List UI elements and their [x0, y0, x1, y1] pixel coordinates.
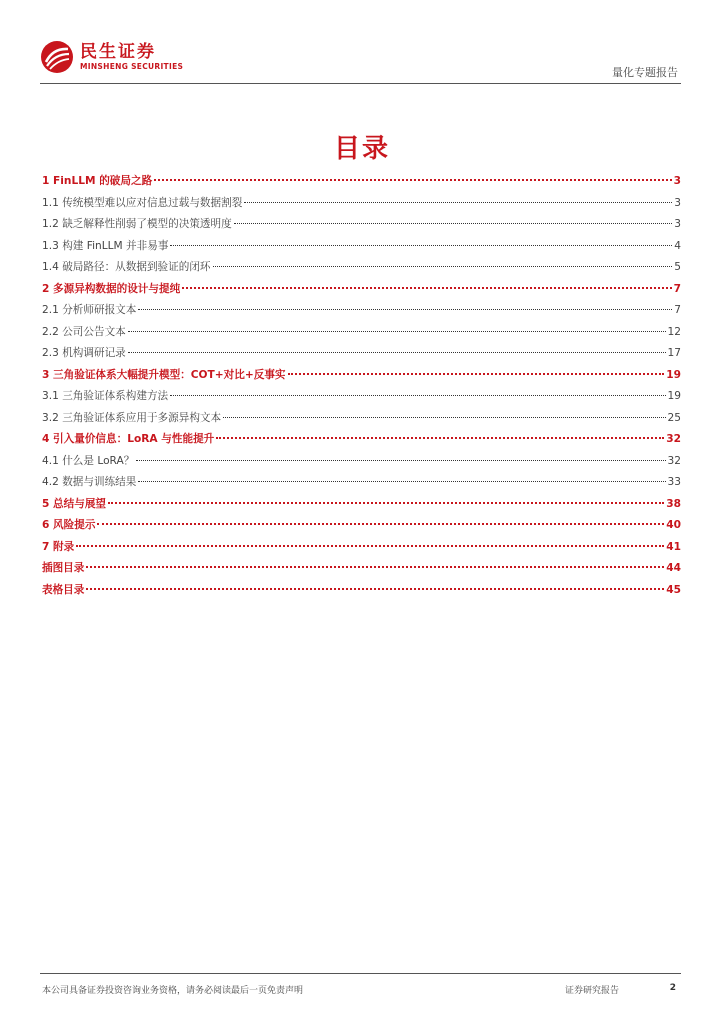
- toc-leader-dots: [213, 266, 673, 267]
- toc-entry-label: 表格目录: [42, 583, 85, 596]
- toc-entry-page: 38: [666, 497, 681, 510]
- toc-entry-label: 插图目录: [42, 562, 85, 574]
- toc-entry-page: 12: [667, 325, 681, 338]
- toc-entry[interactable]: [42, 302, 681, 324]
- toc-entry-page: 25: [667, 411, 681, 424]
- toc-entry-page: 3: [674, 218, 681, 230]
- table-of-contents: [42, 173, 681, 603]
- page-number: 2: [669, 983, 676, 993]
- toc-entry-label: 1 FinLLM 的破局之路: [42, 175, 153, 187]
- toc-leader-dots: [244, 202, 672, 203]
- logo-english-name: MINSHENG SECURITIES: [80, 62, 184, 71]
- toc-entry[interactable]: [42, 410, 681, 432]
- toc-entry-page: 33: [667, 476, 681, 488]
- toc-leader-dots: [136, 460, 665, 461]
- toc-entry[interactable]: [42, 238, 681, 260]
- footer-disclaimer: 本公司具备证券投资咨询业务资格，请务必阅读最后一页免责声明: [42, 986, 304, 996]
- toc-entry-page: 32: [666, 433, 681, 445]
- toc-leader-dots: [128, 352, 666, 353]
- toc-entry-label: 6 风险提示: [42, 519, 96, 531]
- toc-leader-dots: [182, 287, 671, 289]
- toc-leader-dots: [138, 481, 665, 482]
- toc-entry-page: 40: [666, 519, 681, 531]
- toc-entry-label: 4 引入量价信息：LoRA 与性能提升: [42, 433, 215, 445]
- toc-entry[interactable]: [42, 259, 681, 281]
- logo-chinese-name: 民生证券: [80, 42, 156, 62]
- toc-entry-page: 7: [674, 304, 681, 316]
- toc-entry-page: 19: [666, 368, 681, 381]
- toc-entry-page: 4: [674, 239, 681, 252]
- toc-entry[interactable]: [42, 345, 681, 367]
- toc-entry[interactable]: [42, 324, 681, 346]
- toc-entry[interactable]: [42, 582, 681, 604]
- toc-leader-dots: [223, 417, 665, 418]
- toc-entry[interactable]: [42, 560, 681, 582]
- toc-entry[interactable]: [42, 431, 681, 453]
- page-header: [40, 40, 680, 84]
- toc-title: 目录: [333, 134, 390, 164]
- toc-leader-dots: [128, 331, 666, 332]
- toc-entry-label: 4.2 数据与训练结果: [42, 476, 137, 488]
- toc-leader-dots: [97, 523, 664, 525]
- toc-entry-page: 5: [674, 261, 681, 273]
- toc-entry-page: 19: [667, 390, 681, 402]
- toc-entry-label: 3.1 三角验证体系构建方法: [42, 390, 169, 402]
- toc-entry-label: 3 三角验证体系大幅提升模型：COT+对比+反事实: [42, 368, 286, 381]
- footer-doc-type: 证券研究报告: [565, 986, 620, 996]
- toc-entry-label: 2.3 机构调研记录: [42, 347, 126, 359]
- toc-entry-page: 44: [666, 562, 681, 574]
- toc-leader-dots: [86, 588, 664, 590]
- toc-entry-label: 1.4 破局路径：从数据到验证的闭环: [42, 261, 211, 273]
- toc-leader-dots: [76, 545, 664, 547]
- toc-entry[interactable]: [42, 517, 681, 539]
- toc-entry-page: 7: [673, 282, 681, 295]
- toc-entry-label: 2 多源异构数据的设计与提纯: [42, 282, 181, 295]
- toc-entry[interactable]: [42, 195, 681, 217]
- toc-entry-label: 1.2 缺乏解释性削弱了模型的决策透明度: [42, 218, 232, 230]
- header-divider: [40, 83, 681, 84]
- toc-entry-label: 3.2 三角验证体系应用于多源异构文本: [42, 411, 222, 424]
- toc-leader-dots: [138, 309, 672, 310]
- toc-entry-label: 1.1 传统模型难以应对信息过载与数据割裂: [42, 196, 243, 209]
- toc-entry-page: 45: [666, 583, 681, 596]
- company-logo: [40, 40, 183, 74]
- report-type-label: 量化专题报告: [612, 66, 678, 79]
- toc-leader-dots: [234, 223, 673, 224]
- toc-entry-label: 5 总结与展望: [42, 497, 107, 510]
- toc-leader-dots: [170, 245, 672, 246]
- toc-leader-dots: [154, 179, 671, 181]
- toc-entry-label: 1.3 构建 FinLLM 并非易事: [42, 239, 169, 252]
- minsheng-logo-icon: [40, 40, 74, 74]
- toc-leader-dots: [108, 502, 664, 504]
- toc-entry[interactable]: [42, 281, 681, 303]
- toc-entry-label: 4.1 什么是 LoRA？: [42, 454, 135, 467]
- footer-divider: [40, 973, 681, 974]
- toc-entry-label: 2.2 公司公告文本: [42, 325, 126, 338]
- toc-entry-page: 41: [666, 540, 681, 553]
- toc-entry[interactable]: [42, 388, 681, 410]
- toc-entry-page: 17: [667, 347, 681, 359]
- toc-leader-dots: [170, 395, 665, 396]
- toc-entry[interactable]: [42, 173, 681, 195]
- toc-entry-page: 3: [673, 175, 681, 187]
- toc-leader-dots: [86, 566, 664, 568]
- toc-entry[interactable]: [42, 367, 681, 389]
- toc-entry-page: 3: [674, 196, 681, 209]
- toc-leader-dots: [216, 437, 664, 439]
- toc-entry[interactable]: [42, 496, 681, 518]
- toc-entry-label: 2.1 分析师研报文本: [42, 304, 137, 316]
- toc-leader-dots: [288, 373, 665, 375]
- toc-entry[interactable]: [42, 474, 681, 496]
- toc-entry[interactable]: [42, 453, 681, 475]
- toc-entry-page: 32: [667, 454, 681, 467]
- toc-entry[interactable]: [42, 216, 681, 238]
- toc-entry-label: 7 附录: [42, 540, 75, 553]
- toc-entry[interactable]: [42, 539, 681, 561]
